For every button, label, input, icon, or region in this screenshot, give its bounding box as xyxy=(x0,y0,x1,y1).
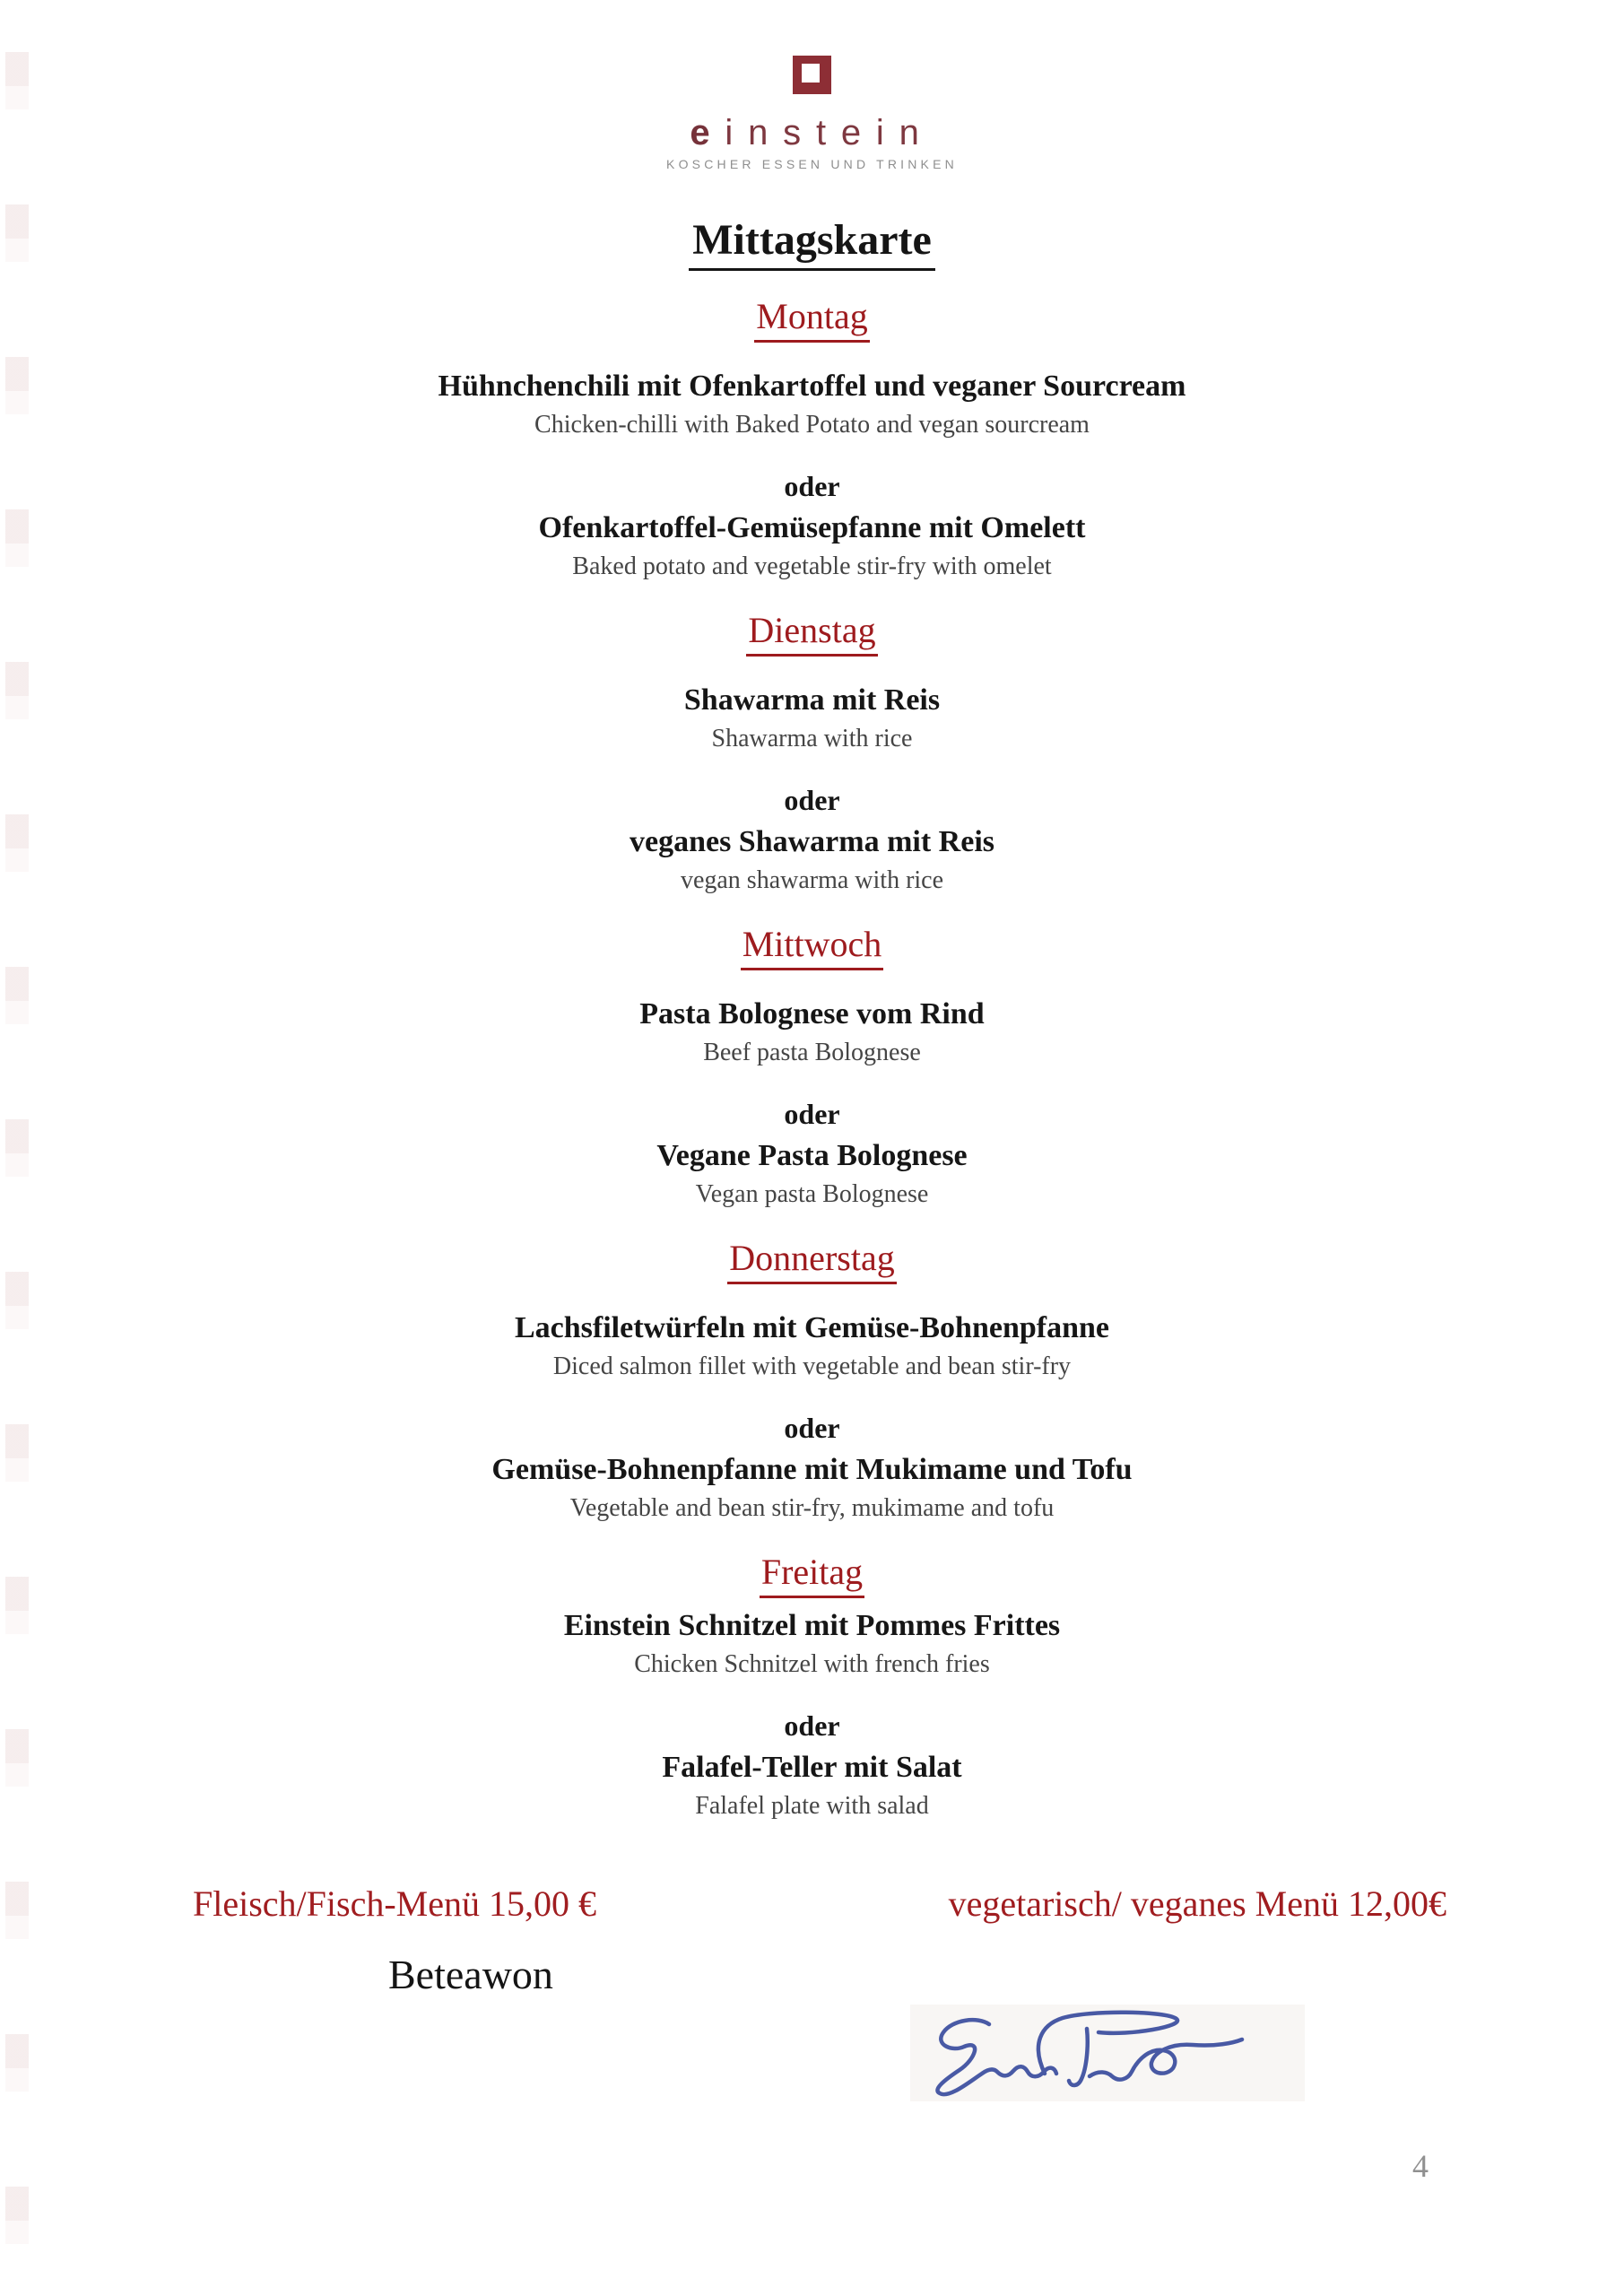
dish-translation-en: Shawarma with rice xyxy=(711,725,913,752)
day-section-donnerstag xyxy=(0,1238,1624,1526)
dish-name-de: veganes Shawarma mit Reis xyxy=(629,825,995,858)
day-section-freitag xyxy=(0,1552,1624,1824)
dish-separator: oder xyxy=(784,1098,840,1130)
dish-separator: oder xyxy=(784,470,840,502)
day-heading: Montag xyxy=(754,296,869,343)
signature-image xyxy=(910,2005,1305,2126)
brand-wordmark xyxy=(0,115,1624,151)
day-section-dienstag xyxy=(0,610,1624,899)
price-vegetarian-vegan: vegetarisch/ veganes Menü 12,00€ xyxy=(948,1883,1446,1924)
dish-translation-en: Chicken-chilli with Baked Potato and vegan sourcream xyxy=(534,411,1090,439)
dish-name-de: Vegane Pasta Bolognese xyxy=(656,1139,968,1172)
dish-translation-en: Diced salmon fillet with vegetable and bean stir-fry xyxy=(552,1352,1072,1380)
brand-wordmark-rest: instein xyxy=(725,113,934,152)
blessing-text: Beteawon xyxy=(388,1952,553,1997)
dish-translation-en: Vegan pasta Bolognese xyxy=(695,1180,929,1208)
dish-translation-en: vegan shawarma with rice xyxy=(680,866,944,894)
day-heading: Donnerstag xyxy=(727,1238,896,1284)
brand-wordmark-initial: e xyxy=(690,113,725,152)
dish-translation-en: Falafel plate with salad xyxy=(695,1792,929,1820)
restaurant-logo xyxy=(0,0,1624,171)
dish-name-de: Falafel-Teller mit Salat xyxy=(662,1751,962,1784)
dish-separator: oder xyxy=(784,1709,840,1742)
day-heading: Dienstag xyxy=(746,610,877,657)
dish-translation-en: Chicken Schnitzel with french fries xyxy=(634,1650,990,1678)
page-number: 4 xyxy=(1412,2148,1429,2184)
dish-translation-en: Beef pasta Bolognese xyxy=(703,1039,921,1066)
dish-translation-en: Baked potato and vegetable stir-fry with omelet xyxy=(572,552,1052,580)
day-section-mittwoch xyxy=(0,924,1624,1213)
dish-name-de: Lachsfiletwürfeln mit Gemüse-Bohnenpfanne xyxy=(515,1311,1109,1344)
brand-tagline: KOSCHER ESSEN UND TRINKEN xyxy=(666,157,958,171)
dish-name-de: Shawarma mit Reis xyxy=(683,683,941,717)
day-section-montag xyxy=(0,296,1624,585)
logo-square-inner xyxy=(802,64,820,83)
page-title: Mittagskarte xyxy=(689,216,935,271)
day-heading: Mittwoch xyxy=(741,924,884,970)
price-row xyxy=(0,1883,1624,1925)
dish-translation-en: Vegetable and bean stir-fry, mukimame and tofu xyxy=(569,1494,1055,1522)
price-meat-fish: Fleisch/Fisch-Menü 15,00 € xyxy=(193,1883,596,1924)
dish-name-de: Pasta Bolognese vom Rind xyxy=(639,997,985,1031)
dish-name-de: Hühnchenchili mit Ofenkartoffel und veganer Sourcream xyxy=(438,370,1186,403)
dish-separator: oder xyxy=(784,784,840,816)
dish-separator: oder xyxy=(784,1412,840,1444)
logo-square-icon xyxy=(793,56,831,94)
day-heading: Freitag xyxy=(760,1552,864,1598)
dish-name-de: Ofenkartoffel-Gemüsepfanne mit Omelett xyxy=(538,511,1086,544)
dish-name-de: Gemüse-Bohnenpfanne mit Mukimame und Tofu xyxy=(491,1453,1133,1486)
dish-name-de: Einstein Schnitzel mit Pommes Frittes xyxy=(563,1609,1061,1642)
